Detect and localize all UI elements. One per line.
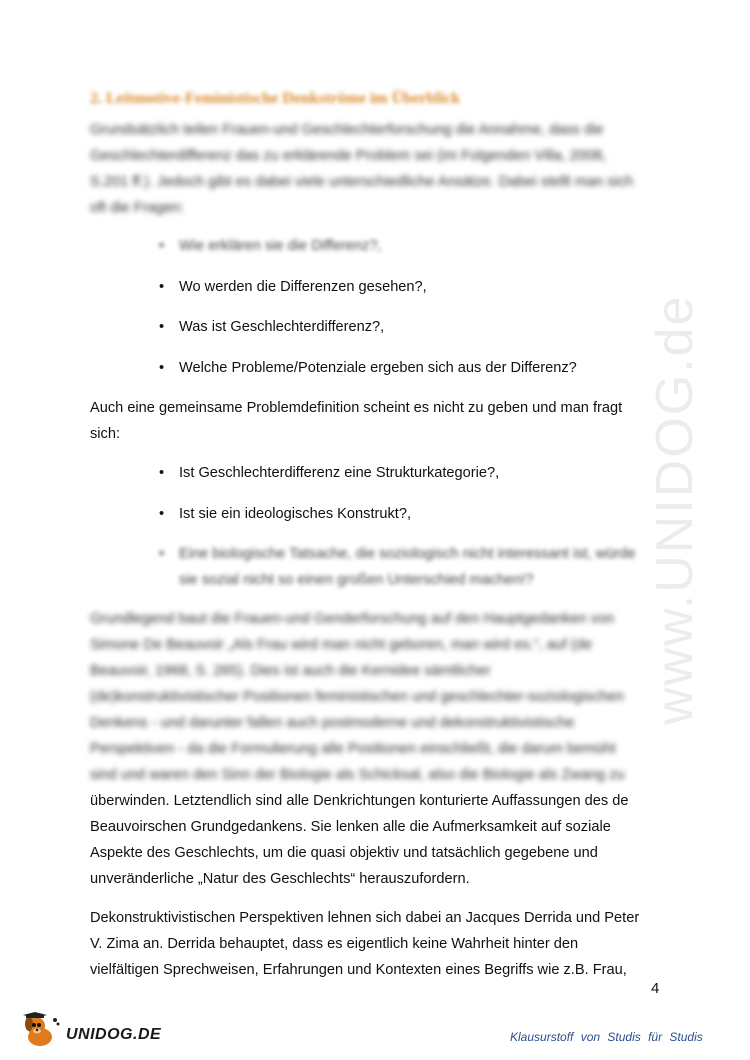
paragraph-line: Auch eine gemeinsame Problemdefinition scheint es nicht zu geben und man fragt [90,400,623,416]
paragraph-line: (de)konstruktivistischer Positionen feministischen und geschlechter-soziologischen [90,689,624,705]
list-item-text: Eine biologische Tatsache, die soziologisch nicht interessant ist, würde [179,546,636,562]
paragraph-line: Beauvoirschen Grundgedankens. Sie lenken alle die Aufmerksamkeit auf soziale [90,819,611,835]
section-heading: 2. Leitmotive-Feministische Denkströme im Überblick [90,90,461,107]
paragraph-line: Beauvoir, 1968, S. 265). Dies ist auch die Kernidee sämtlicher [90,663,491,679]
page-number: 4 [651,980,660,997]
bullet-marker: • [159,465,165,481]
intro-line: Geschlechterdifferenz das zu erklärende Problem sei (im Folgenden Villa, 2008, [90,148,607,164]
intro-line: Grundsätzlich teilen Frauen-und Geschlechterforschung die Annahme, dass die [90,122,604,138]
intro-paragraph [90,117,665,221]
list-item-text: Ist Geschlechterdifferenz eine Strukturkategorie?, [179,465,500,481]
paragraph-line: Aspekte des Geschlechts, um die quasi objektiv und tatsächlich gegebene und [90,845,598,861]
paragraph-line: unveränderliche „Natur des Geschlechts“ herauszufordern. [90,871,470,887]
bullet-marker: • [159,238,165,254]
bullet-marker: • [159,360,165,376]
paragraph-3-blurred [90,606,665,788]
bullet-marker: • [159,279,165,295]
bullet-marker: • [159,506,165,522]
intro-line: S.201 ff.). Jedoch gibt es dabei viele unterschiedliche Ansätze. Dabei stellt man sich [90,174,634,190]
watermark: www.UNIDOG.de [646,294,704,725]
list-item-text: sie sozial nicht so einen großen Unterschied machen!? [179,572,534,588]
list-item-text: Welche Probleme/Potenziale ergeben sich aus der Differenz? [179,360,577,376]
paragraph-line: Grundlegend baut die Frauen-und Genderforschung auf den Hauptgedanken von [90,611,615,627]
paragraph-line: sich: [90,426,121,442]
paragraph-line: vielfältigen Sprechweisen, Erfahrungen und Kontexten eines Begriffs wie z.B. Frau, [90,962,627,978]
footer-slogan: Klausurstoff von Studis für Studis [510,1030,703,1044]
list-item-text: Wie erklären sie die Differenz?, [179,238,382,254]
intro-line: oft die Fragen: [90,200,185,216]
list-item-text: Wo werden die Differenzen gesehen?, [179,279,427,295]
paragraph-line: Perspektiven - da die Formulierung alle Positionen einschließt, die darum bemüht [90,741,616,757]
bullet-marker: • [159,546,165,562]
paragraph-line: sind und waren den Sinn der Biologie als Schicksal, also die Biologie als Zwang zu [90,767,625,783]
list-item-text: Was ist Geschlechterdifferenz?, [179,319,385,335]
bullet-marker: • [159,319,165,335]
paragraph-4 [90,905,665,983]
dog-mascot-icon [22,1010,62,1050]
paragraph-line: Dekonstruktivistischen Perspektiven lehnen sich dabei an Jacques Derrida und Peter [90,910,640,926]
paragraph-line: V. Zima an. Derrida behauptet, dass es eigentlich keine Wahrheit hinter den [90,936,579,952]
paragraph-line: Simone De Beauvoir „Als Frau wird man nicht geboren, man wird es.“, auf (de [90,637,593,653]
logo-text: UNIDOG.DE [66,1026,162,1043]
unidog-logo [22,1010,162,1050]
list-item-text: Ist sie ein ideologisches Konstrukt?, [179,506,412,522]
paragraph-line: Denkens - und darunter fallen auch postmoderne und dekonstruktivistische [90,715,575,731]
paragraph-3 [90,788,665,892]
paragraph-line: überwinden. Letztendlich sind alle Denkrichtungen konturierte Auffassungen des de [90,793,629,809]
paragraph-2 [90,395,665,447]
